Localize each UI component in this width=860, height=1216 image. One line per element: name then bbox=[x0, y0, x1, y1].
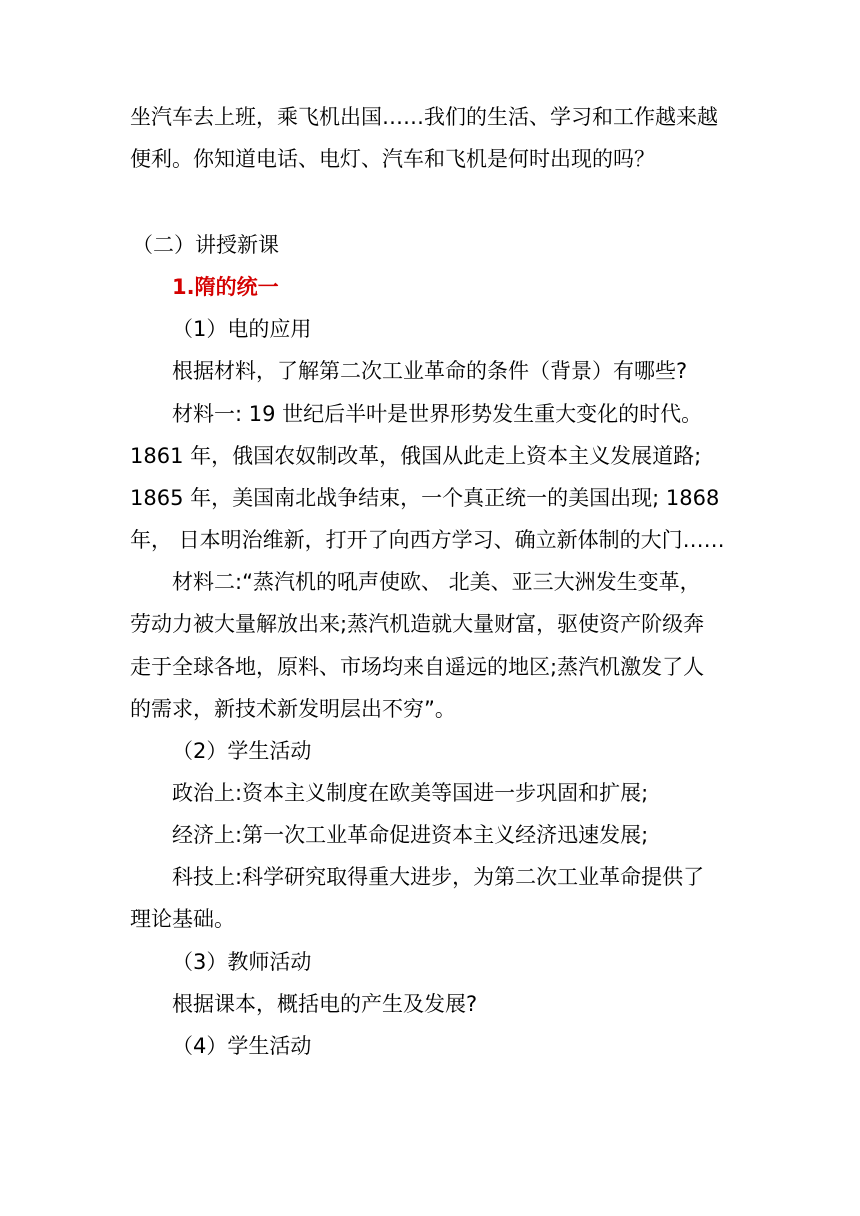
paragraph-line: （3）教师活动 bbox=[172, 950, 312, 974]
paragraph-line: 坐汽车去上班，乘飞机出国……我们的生活、学习和工作越来越 bbox=[130, 105, 718, 129]
paragraph-line: 的需求，新技术新发明层出不穷”。 bbox=[130, 697, 456, 721]
paragraph-line: 经济上:第一次工业革命促进资本主义经济迅速发展; bbox=[172, 823, 649, 847]
paragraph-line: 材料一: 19 世纪后半叶是世界形势发生重大变化的时代。 bbox=[172, 402, 703, 426]
section-heading: （二）讲授新课 bbox=[132, 233, 279, 257]
paragraph-line: 根据课本，概括电的产生及发展? bbox=[172, 992, 478, 1016]
paragraph-line: 政治上:资本主义制度在欧美等国进一步巩固和扩展; bbox=[172, 781, 649, 805]
subsection-heading: 1.隋的统一 bbox=[172, 275, 279, 299]
paragraph-line: （1）电的应用 bbox=[172, 317, 312, 341]
paragraph-line: 走于全球各地，原料、市场均来自遥远的地区;蒸汽机激发了人 bbox=[130, 655, 705, 679]
paragraph-line: 根据材料，了解第二次工业革命的条件（背景）有哪些? bbox=[172, 359, 688, 383]
paragraph-line: 便利。你知道电话、电灯、汽车和飞机是何时出现的吗？ bbox=[130, 147, 655, 171]
paragraph-line: 1865 年，美国南北战争结束，一个真正统一的美国出现; 1868 bbox=[130, 486, 720, 510]
paragraph-line: （4）学生活动 bbox=[172, 1034, 312, 1058]
paragraph-line: 年， 日本明治维新，打开了向西方学习、确立新体制的大门…… bbox=[130, 528, 725, 552]
paragraph-line: （2）学生活动 bbox=[172, 739, 312, 763]
paragraph-line: 劳动力被大量解放出来;蒸汽机造就大量财富，驱使资产阶级奔 bbox=[130, 612, 705, 636]
paragraph-line: 理论基础。 bbox=[130, 907, 235, 931]
paragraph-line: 1861 年，俄国农奴制改革，俄国从此走上资本主义发展道路; bbox=[130, 444, 702, 468]
paragraph-line: 材料二:“蒸汽机的吼声使欧、 北美、亚三大洲发生变革， bbox=[172, 570, 701, 594]
paragraph-line: 科技上:科学研究取得重大进步，为第二次工业革命提供了 bbox=[172, 865, 705, 889]
